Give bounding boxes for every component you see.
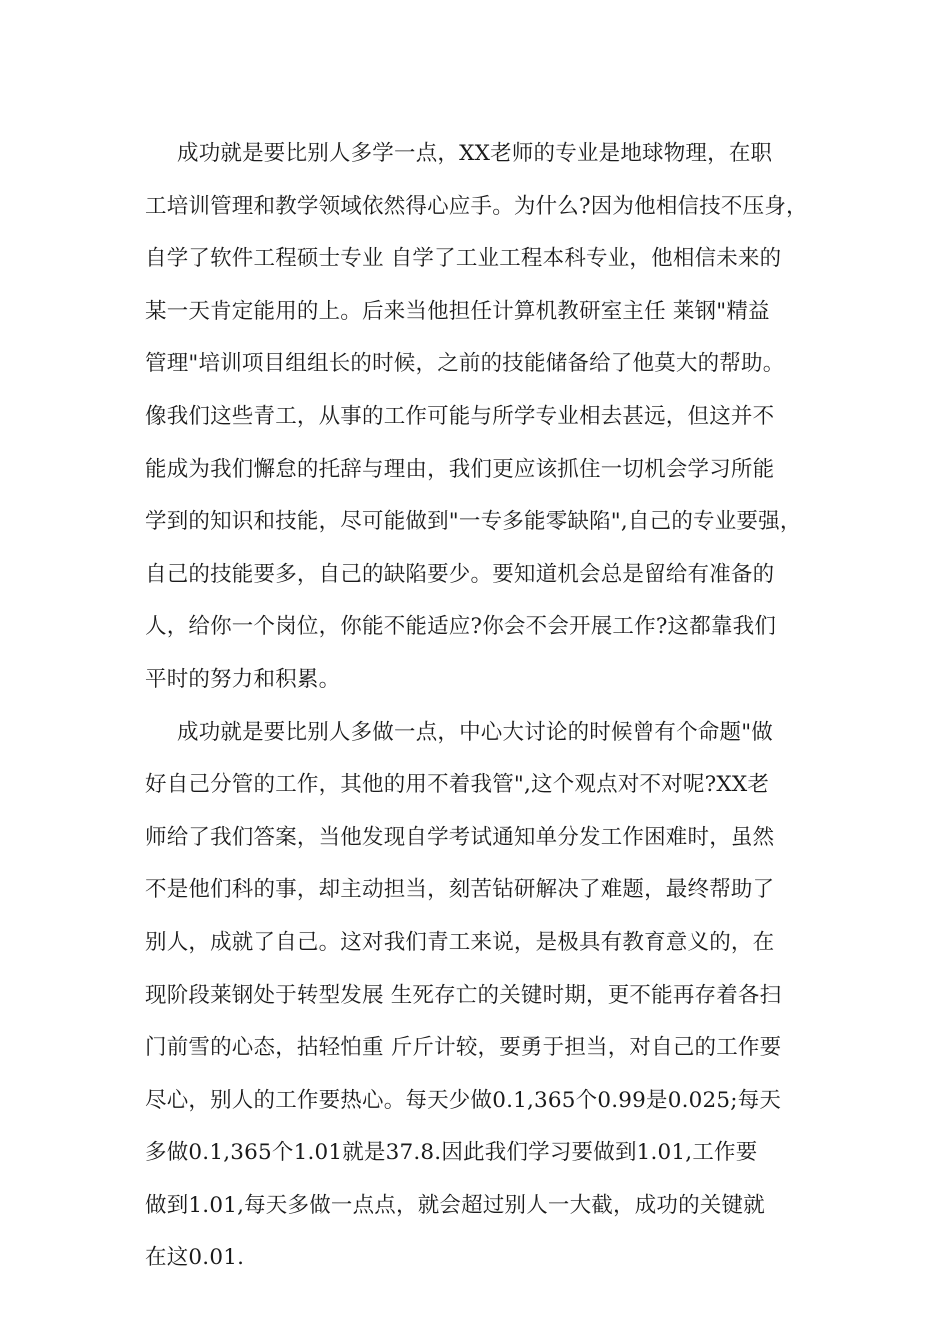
paragraph-line: 能成为我们懈怠的托辞与理由，我们更应该抓住一切机会学习所能: [145, 456, 775, 482]
paragraph-line: 自学了软件工程硕士专业 自学了工业工程本科专业，他相信未来的: [145, 246, 782, 272]
paragraph-line: 像我们这些青工，从事的工作可能与所学专业相去甚远，但这并不: [145, 403, 775, 429]
paragraph-line: 师给了我们答案，当他发现自学考试通知单分发工作困难时，虽然: [145, 824, 775, 850]
paragraph-line: 自己的技能要多，自己的缺陷要少。要知道机会总是留给有准备的: [145, 561, 775, 587]
paragraph-line: 成功就是要比别人多学一点，XX老师的专业是地球物理，在职: [177, 141, 773, 166]
paragraph-line: 平时的努力和积累。: [145, 666, 341, 692]
paragraph-line: 门前雪的心态，拈轻怕重 斤斤计较，要勇于担当，对自己的工作要: [145, 1035, 782, 1061]
paragraph-line: 尽心，别人的工作要热心。每天少做0.1,365个0.99是0.025;每天: [145, 1087, 782, 1113]
paragraph-2: [145, 707, 825, 1286]
paragraph-line: 人，给你一个岗位，你能不能适应?你会不会开展工作?这都靠我们: [145, 614, 777, 640]
paragraph-line: 别人，成就了自己。这对我们青工来说，是极具有教育意义的，在: [145, 929, 775, 955]
paragraph-line: 在这0.01.: [145, 1245, 245, 1271]
paragraph-line: 好自己分管的工作，其他的用不着我管",这个观点对不对呢?XX老: [145, 772, 770, 798]
paragraph-1: [145, 128, 825, 707]
paragraph-line: 现阶段莱钢处于转型发展 生死存亡的关键时期，更不能再存着各扫: [145, 982, 782, 1008]
document-body: [145, 128, 825, 1285]
paragraph-line: 管理"培训项目组组长的时候，之前的技能储备给了他莫大的帮助。: [145, 351, 785, 377]
paragraph-line: 做到1.01,每天多做一点点，就会超过别人一大截，成功的关键就: [145, 1192, 765, 1218]
paragraph-line: 学到的知识和技能，尽可能做到"一专多能零缺陷",自己的专业要强，: [145, 509, 802, 535]
paragraph-line: 多做0.1,365个1.01就是37.8.因此我们学习要做到1.01,工作要: [145, 1140, 758, 1166]
paragraph-line: 不是他们科的事，却主动担当，刻苦钻研解决了难题，最终帮助了: [145, 877, 775, 903]
paragraph-line: 某一天肯定能用的上。后来当他担任计算机教研室主任 莱钢"精益: [145, 298, 770, 324]
paragraph-line: 工培训管理和教学领域依然得心应手。为什么?因为他相信技不压身，: [145, 193, 808, 219]
paragraph-line: 成功就是要比别人多做一点，中心大讨论的时候曾有个命题"做: [177, 719, 773, 745]
